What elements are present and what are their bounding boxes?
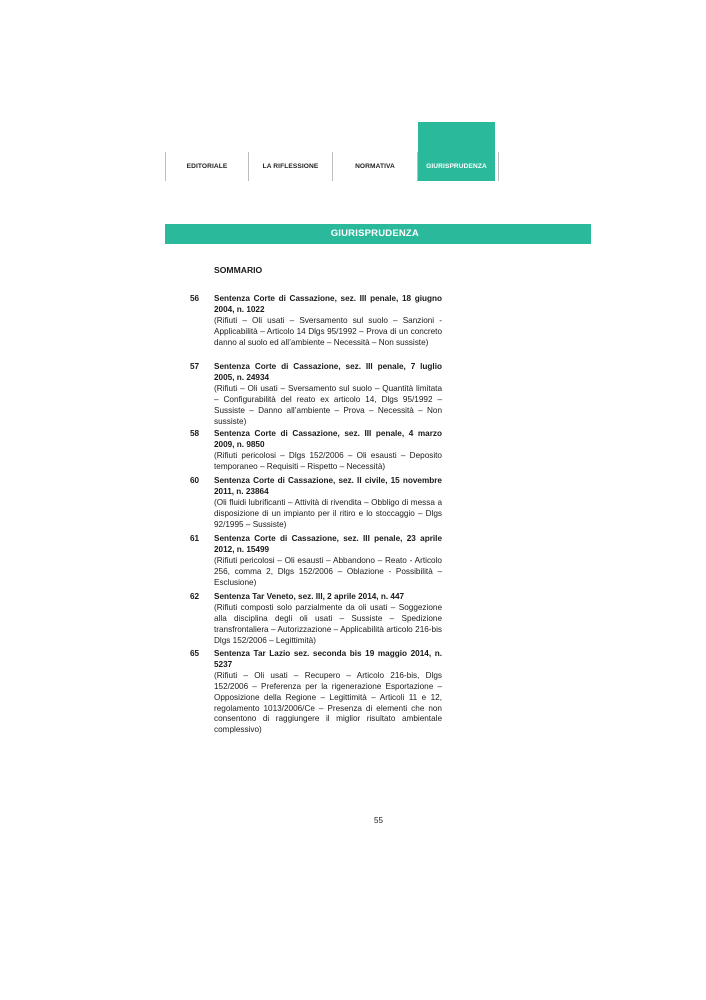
entry-description: (Oli fluidi lubrificanti – Attività di rivendita – Obbligo di messa a disposizione di un impianto per il ritiro e lo stoccaggio – Dlgs 92/1995 – Sussiste)	[214, 497, 442, 529]
entry-page-number: 61	[190, 534, 200, 543]
sommario-entry	[190, 294, 442, 349]
entry-title: Sentenza Corte di Cassazione, sez. III penale, 4 marzo 2009, n. 9850	[214, 429, 442, 449]
sommario-heading: SOMMARIO	[214, 265, 263, 275]
sommario-entry	[190, 534, 442, 589]
tab-giurisprudenza[interactable]: GIURISPRUDENZA	[426, 163, 487, 170]
nav-separator	[498, 152, 499, 181]
entry-description: (Rifiuti composti solo parzialmente da oli usati – Soggezione alla disciplina degli oli usati – Sussiste – Spedizione transfrontaliera – Autorizzazione – Applicabilità articolo 216-bis Dlgs 152/2006 – Legittimità)	[214, 602, 442, 645]
sommario-entry	[190, 649, 442, 736]
entry-description: (Rifiuti – Oli usati – Sversamento sul suolo – Quantità limitata – Configurabilità del reato ex articolo 14, Dlgs 95/1992 – Sussiste – Danno all’ambiente – Prova – Necessità – Non sussiste)	[214, 383, 442, 426]
entry-page-number: 58	[190, 429, 200, 438]
entry-title: Sentenza Corte di Cassazione, sez. III penale, 23 aprile 2012, n. 15499	[214, 534, 442, 554]
entry-page-number: 65	[190, 649, 200, 658]
entry-page-number: 60	[190, 476, 200, 485]
entry-description: (Rifiuti – Oli usati – Recupero – Articolo 216-bis, Dlgs 152/2006 – Preferenza per la rigenerazione Esportazione – Opposizione della Regione – Legittimità – Articoli 11 e 12, regolamento 1013/2006/Ce – Presenza di elementi che non consentono di raggiungere il miglior risultato ambientale complessivo)	[214, 670, 442, 735]
entry-title: Sentenza Corte di Cassazione, sez. III penale, 18 giugno 2004, n. 1022	[214, 294, 442, 314]
sommario-entry	[190, 362, 442, 427]
entry-title: Sentenza Tar Veneto, sez. III, 2 aprile 2014, n. 447	[214, 592, 405, 601]
sommario-entry	[190, 476, 442, 531]
entry-description: (Rifiuti pericolosi – Oli esausti – Abbandono – Reato - Articolo 256, comma 2, Dlgs 152/2006 – Oblazione - Possibilità – Esclusione)	[214, 555, 442, 587]
entry-description: (Rifiuti pericolosi – Dlgs 152/2006 – Oli esausti – Deposito temporaneo – Requisiti – Rispetto – Necessità)	[214, 450, 442, 471]
tab-la-riflessione[interactable]: LA RIFLESSIONE	[262, 163, 319, 170]
sommario-entry	[190, 429, 442, 473]
page-number: 55	[374, 816, 383, 825]
tab-editoriale[interactable]: EDITORIALE	[186, 163, 228, 170]
entry-page-number: 57	[190, 362, 200, 371]
entry-title: Sentenza Corte di Cassazione, sez. II civile, 15 novembre 2011, n. 23864	[214, 476, 442, 496]
sommario-entry	[190, 592, 442, 647]
entry-page-number: 56	[190, 294, 200, 303]
entry-title: Sentenza Corte di Cassazione, sez. III penale, 7 luglio 2005, n. 24934	[214, 362, 442, 382]
entry-page-number: 62	[190, 592, 200, 601]
entry-title: Sentenza Tar Lazio sez. seconda bis 19 maggio 2014, n. 5237	[214, 649, 442, 669]
section-title-band: GIURISPRUDENZA	[165, 224, 591, 244]
entry-description: (Rifiuti – Oli usati – Sversamento sul suolo – Sanzioni - Applicabilità – Articolo 14 Dlgs 95/1992 – Prova di un concreto danno al suolo ed all’ambiente – Necessità – Non sussiste)	[214, 315, 442, 347]
tab-normativa[interactable]: NORMATIVA	[355, 163, 395, 170]
